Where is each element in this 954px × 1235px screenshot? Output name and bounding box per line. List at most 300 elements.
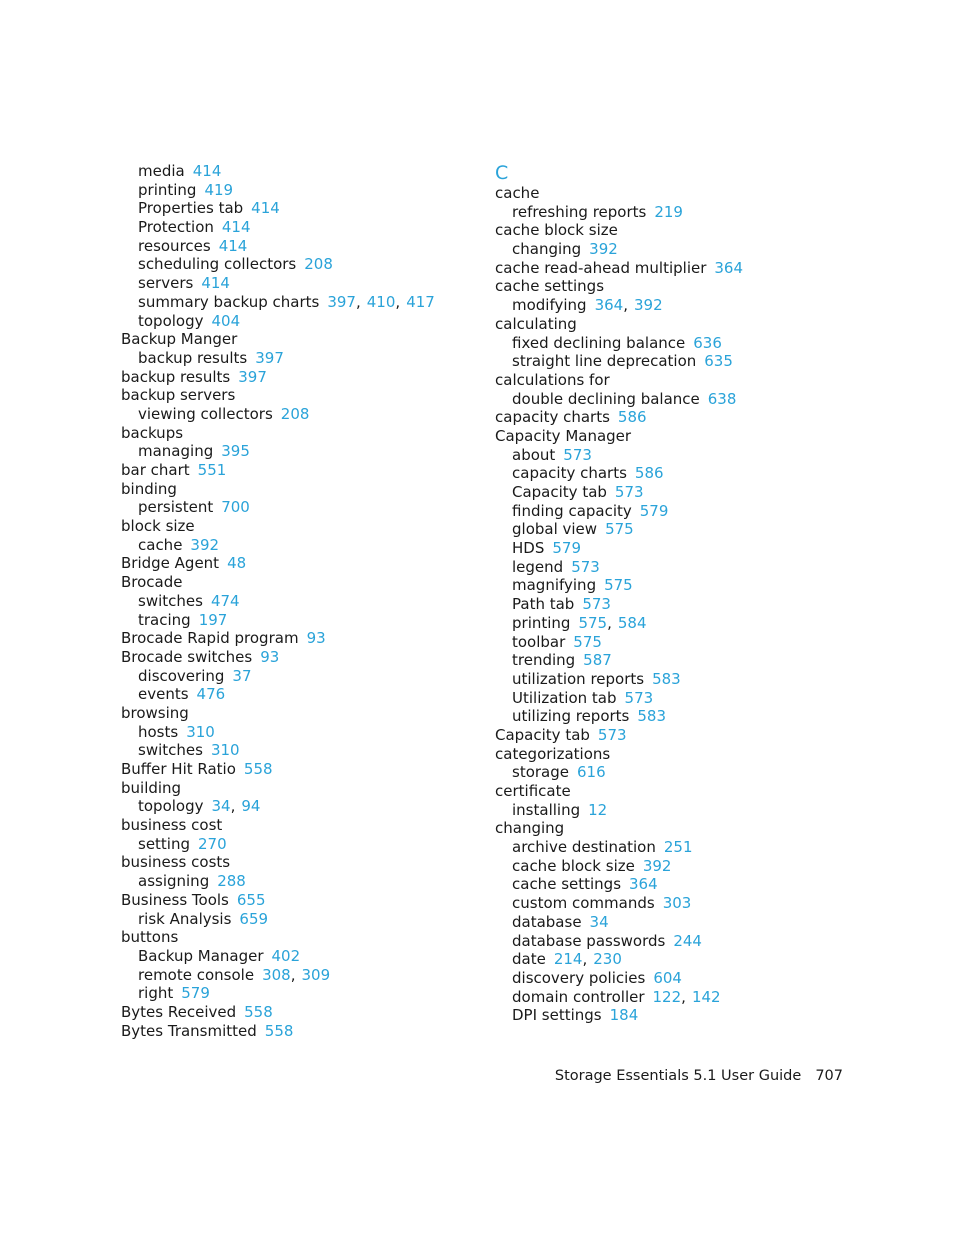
page-link[interactable]: 414 xyxy=(221,218,251,237)
index-term: topology xyxy=(138,797,204,816)
page-link[interactable]: 93 xyxy=(260,647,280,666)
index-subentry xyxy=(495,763,855,782)
index-entry xyxy=(495,184,855,203)
index-term: cache read-ahead multiplier xyxy=(495,258,707,277)
index-term: Backup Manager xyxy=(138,946,264,965)
index-term: capacity charts xyxy=(495,408,610,427)
index-entry xyxy=(121,779,481,798)
page-refs xyxy=(251,199,280,217)
page-refs xyxy=(217,872,246,890)
index-subentry xyxy=(495,483,855,502)
index-entry xyxy=(495,315,855,334)
page-refs xyxy=(212,797,261,815)
index-term: Capacity tab xyxy=(512,483,607,501)
index-term: tracing xyxy=(138,610,191,629)
page-refs xyxy=(653,969,682,987)
page-link[interactable]: 214 xyxy=(553,950,583,969)
index-entry xyxy=(121,928,481,947)
index-term: persistent xyxy=(138,498,214,517)
index-subentry xyxy=(121,293,481,312)
index-subentry xyxy=(495,913,855,932)
page-link[interactable]: 583 xyxy=(652,669,681,688)
index-term: discovering xyxy=(138,666,225,685)
page-refs xyxy=(281,405,310,423)
page-refs xyxy=(652,670,681,688)
index-entry xyxy=(495,819,855,838)
index-term: utilizing reports xyxy=(512,707,630,726)
index-subentry xyxy=(121,592,481,611)
index-term: changing xyxy=(495,819,565,838)
page-refs xyxy=(693,334,722,352)
page-link[interactable]: 655 xyxy=(236,890,266,909)
page-link[interactable]: 184 xyxy=(609,1006,639,1025)
page-link[interactable]: 573 xyxy=(624,688,654,707)
index-subentry xyxy=(121,442,481,461)
page-link[interactable]: 587 xyxy=(583,651,612,670)
index-subentry xyxy=(121,947,481,966)
page-link[interactable]: 48 xyxy=(227,554,247,573)
index-subentry xyxy=(121,984,481,1003)
index-term: remote console xyxy=(138,965,255,984)
page-separator: , xyxy=(395,292,401,311)
page-refs xyxy=(211,741,240,759)
page-link[interactable]: 402 xyxy=(271,946,301,965)
index-term: trending xyxy=(512,651,576,670)
page-refs xyxy=(573,633,602,651)
page-link[interactable]: 230 xyxy=(593,950,622,969)
page-refs xyxy=(654,203,683,221)
page-link[interactable]: 392 xyxy=(589,240,618,259)
index-term: right xyxy=(138,984,174,1003)
page-refs xyxy=(327,293,434,311)
page-refs xyxy=(588,801,607,819)
index-term: events xyxy=(138,685,189,704)
index-entry xyxy=(121,368,481,387)
page-link[interactable]: 616 xyxy=(576,763,606,782)
page-link[interactable]: 575 xyxy=(604,576,633,595)
index-term: about xyxy=(512,445,556,464)
page-link[interactable]: 558 xyxy=(244,1002,273,1021)
index-term: cache settings xyxy=(495,277,605,296)
page-refs xyxy=(239,910,268,928)
index-term: cache block size xyxy=(495,221,618,240)
index-entry xyxy=(121,853,481,872)
page-refs xyxy=(222,218,251,236)
index-term: backup results xyxy=(138,348,248,367)
index-term: archive destination xyxy=(512,838,656,857)
index-term: domain controller xyxy=(512,987,645,1006)
page-link[interactable]: 586 xyxy=(634,464,664,483)
page-refs xyxy=(201,274,230,292)
index-subentry xyxy=(121,255,481,274)
page-link[interactable]: 303 xyxy=(662,894,692,913)
index-entry xyxy=(121,629,481,648)
page-link[interactable]: 392 xyxy=(634,296,663,315)
page-link[interactable]: 219 xyxy=(654,202,683,221)
page-refs xyxy=(643,857,672,875)
index-subentry xyxy=(495,595,855,614)
index-entry xyxy=(495,726,855,745)
page-refs xyxy=(589,240,618,258)
page-link[interactable]: 392 xyxy=(190,535,220,554)
page-link[interactable]: 142 xyxy=(691,987,721,1006)
index-entry xyxy=(121,648,481,667)
page-refs xyxy=(664,838,693,856)
index-subentry xyxy=(121,218,481,237)
page-link[interactable]: 575 xyxy=(605,520,634,539)
page-link[interactable]: 37 xyxy=(232,666,252,685)
page-refs xyxy=(708,390,737,408)
page-link[interactable]: 586 xyxy=(617,408,647,427)
page-refs xyxy=(198,835,227,853)
page-link[interactable]: 551 xyxy=(197,461,227,479)
index-term: Properties tab xyxy=(138,199,244,218)
page-link[interactable]: 414 xyxy=(192,162,222,180)
index-term: backup results xyxy=(121,367,231,386)
index-term: Utilization tab xyxy=(512,688,617,707)
index-term: backup servers xyxy=(121,386,236,405)
page-link[interactable]: 638 xyxy=(707,389,737,408)
index-term: storage xyxy=(512,763,569,782)
page-link[interactable]: 208 xyxy=(280,404,310,423)
page-link[interactable]: 364 xyxy=(714,258,744,277)
page-link[interactable]: 573 xyxy=(614,483,644,501)
index-term: Bridge Agent xyxy=(121,554,220,573)
index-subentry xyxy=(121,835,481,854)
page-link[interactable]: 270 xyxy=(198,834,227,853)
page-refs xyxy=(604,576,633,594)
index-term: capacity charts xyxy=(512,464,627,483)
page-link[interactable]: 414 xyxy=(218,236,248,255)
index-term: categorizations xyxy=(495,744,611,763)
page-refs xyxy=(582,595,611,613)
page-refs xyxy=(304,255,333,273)
page-number: 707 xyxy=(815,1068,843,1084)
index-subentry xyxy=(121,611,481,630)
index-subentry xyxy=(121,312,481,331)
page-link[interactable]: 573 xyxy=(597,725,627,744)
index-term: managing xyxy=(138,442,214,461)
index-subentry xyxy=(495,203,855,222)
page-link[interactable]: 208 xyxy=(304,255,333,274)
index-entry xyxy=(495,408,855,427)
page-refs xyxy=(199,611,228,629)
index-subentry xyxy=(121,498,481,517)
index-subentry xyxy=(495,670,855,689)
page-refs xyxy=(265,1022,294,1040)
page-link[interactable]: 404 xyxy=(211,311,241,330)
index-term: custom commands xyxy=(512,894,655,913)
page-refs xyxy=(244,1003,273,1021)
index-term: Bytes Transmitted xyxy=(121,1021,257,1040)
page-separator: , xyxy=(230,797,236,816)
page-link[interactable]: 700 xyxy=(221,498,250,517)
page-refs xyxy=(640,502,669,520)
index-term: topology xyxy=(138,311,204,330)
index-term: backups xyxy=(121,423,184,442)
index-term: business costs xyxy=(121,853,231,872)
page-link[interactable]: 251 xyxy=(663,838,693,857)
index-term: building xyxy=(121,778,182,797)
page-refs xyxy=(204,181,233,199)
index-subentry xyxy=(495,988,855,1007)
index-entry xyxy=(121,424,481,443)
page-link[interactable]: 12 xyxy=(588,800,608,819)
index-subentry xyxy=(495,894,855,913)
index-entry xyxy=(121,386,481,405)
page-refs xyxy=(244,760,273,778)
index-subentry xyxy=(121,685,481,704)
page-link[interactable]: 309 xyxy=(301,965,331,984)
index-term: Brocade Rapid program xyxy=(121,629,299,648)
page-link[interactable]: 635 xyxy=(704,352,733,371)
index-term: refreshing reports xyxy=(512,202,647,221)
page-link[interactable]: 604 xyxy=(653,968,682,987)
page-refs xyxy=(714,259,743,277)
index-term: printing xyxy=(512,613,571,632)
index-subentry xyxy=(495,334,855,353)
page-refs xyxy=(260,648,279,666)
index-term: servers xyxy=(138,274,194,293)
page-link[interactable]: 244 xyxy=(673,931,702,950)
page-refs xyxy=(615,483,644,501)
page-link[interactable]: 392 xyxy=(642,856,672,875)
page-refs xyxy=(663,894,692,912)
page-link[interactable]: 93 xyxy=(306,629,326,648)
page-link[interactable]: 34 xyxy=(211,797,231,816)
page-link[interactable]: 34 xyxy=(589,912,609,931)
page-refs xyxy=(571,558,600,576)
page-refs xyxy=(673,932,702,950)
index-entry xyxy=(121,480,481,499)
page-link[interactable]: 558 xyxy=(264,1021,294,1040)
page-link[interactable]: 94 xyxy=(241,797,261,816)
index-entry xyxy=(121,816,481,835)
index-subentry xyxy=(495,950,855,969)
index-subentry xyxy=(495,539,855,558)
page-link[interactable]: 364 xyxy=(594,296,624,315)
index-entry xyxy=(121,517,481,536)
index-column-left xyxy=(121,162,481,1040)
page-link[interactable]: 417 xyxy=(406,292,435,311)
page-link[interactable]: 310 xyxy=(186,722,215,741)
page-link[interactable]: 364 xyxy=(629,875,658,894)
index-entry xyxy=(495,745,855,764)
index-term: business cost xyxy=(121,816,223,835)
index-term: cache settings xyxy=(512,875,622,894)
page-link[interactable]: 310 xyxy=(210,741,240,760)
index-term: Bytes Received xyxy=(121,1002,237,1021)
page-link[interactable]: 474 xyxy=(210,591,240,610)
page-refs xyxy=(578,614,646,632)
index-term: global view xyxy=(512,520,598,539)
index-term: legend xyxy=(512,557,564,576)
index-subentry xyxy=(121,723,481,742)
index-subentry xyxy=(495,446,855,465)
index-column-right xyxy=(495,162,855,1025)
page-refs xyxy=(590,913,609,931)
page-refs xyxy=(629,875,658,893)
index-entry xyxy=(495,427,855,446)
index-term: Capacity Manager xyxy=(495,426,632,445)
index-term: setting xyxy=(138,834,191,853)
index-subentry xyxy=(495,801,855,820)
index-term: Business Tools xyxy=(121,890,229,909)
index-subentry xyxy=(121,199,481,218)
index-entry xyxy=(121,330,481,349)
page-link[interactable]: 636 xyxy=(693,333,722,352)
index-term: date xyxy=(512,950,546,969)
page-separator: , xyxy=(607,613,612,632)
index-term: DPI settings xyxy=(512,1006,602,1025)
page-link[interactable]: 288 xyxy=(217,872,246,891)
index-term: straight line deprecation xyxy=(512,352,697,371)
index-term: switches xyxy=(138,741,203,760)
page-refs xyxy=(197,685,226,703)
index-entry xyxy=(495,782,855,801)
index-entry xyxy=(121,461,481,480)
page-separator: , xyxy=(290,965,296,984)
index-term: double declining balance xyxy=(512,389,700,408)
index-subentry xyxy=(495,558,855,577)
index-term: Path tab xyxy=(512,595,575,614)
page-refs xyxy=(610,1006,639,1024)
page-separator: , xyxy=(355,292,361,311)
page-refs xyxy=(625,689,654,707)
index-term: database xyxy=(512,912,582,931)
page-refs xyxy=(190,536,219,554)
page-footer xyxy=(555,1066,843,1086)
index-term: cache xyxy=(495,184,540,202)
page-link[interactable]: 579 xyxy=(639,501,669,520)
page-link[interactable]: 575 xyxy=(578,613,608,632)
index-letter-heading: C xyxy=(495,162,509,184)
index-entry xyxy=(121,704,481,723)
page-link[interactable]: 395 xyxy=(221,442,250,461)
index-term: certificate xyxy=(495,782,571,800)
index-entries xyxy=(495,184,855,1025)
page-refs xyxy=(181,984,210,1002)
index-subentry xyxy=(495,502,855,521)
index-term: binding xyxy=(121,479,177,498)
index-subentry xyxy=(121,274,481,293)
index-term: discovery policies xyxy=(512,968,646,987)
page-refs xyxy=(198,461,227,479)
index-entry xyxy=(121,891,481,910)
page-link[interactable]: 410 xyxy=(366,292,396,311)
page-link[interactable]: 579 xyxy=(181,984,210,1003)
page-refs xyxy=(186,723,215,741)
index-term: Protection xyxy=(138,218,214,237)
index-term: media xyxy=(138,162,185,180)
index-subentry xyxy=(121,162,481,181)
page-link[interactable]: 659 xyxy=(239,909,269,928)
index-term: calculations for xyxy=(495,370,610,389)
index-term: risk Analysis xyxy=(138,909,232,928)
page-refs xyxy=(635,464,664,482)
index-term: Brocade switches xyxy=(121,647,253,666)
page-refs xyxy=(577,763,606,781)
index-subentry xyxy=(495,390,855,409)
page-refs xyxy=(653,988,721,1006)
index-entry xyxy=(121,760,481,779)
index-subentry xyxy=(495,651,855,670)
page-refs xyxy=(237,891,266,909)
page-link[interactable]: 558 xyxy=(243,760,273,778)
page-refs xyxy=(605,520,634,538)
page-refs xyxy=(307,629,326,647)
index-term: printing xyxy=(138,180,197,199)
page-link[interactable]: 414 xyxy=(251,199,280,218)
page-refs xyxy=(227,554,246,572)
page-refs xyxy=(618,408,647,426)
index-subentry xyxy=(495,689,855,708)
index-subentry xyxy=(495,576,855,595)
page-link[interactable]: 575 xyxy=(573,632,602,651)
page-refs xyxy=(598,726,627,744)
index-term: browsing xyxy=(121,703,189,722)
index-term: toolbar xyxy=(512,632,566,651)
page-refs xyxy=(563,446,592,464)
page-link[interactable]: 476 xyxy=(196,685,226,704)
index-term: installing xyxy=(512,800,581,819)
index-subentry xyxy=(121,910,481,929)
page-link[interactable]: 579 xyxy=(552,539,581,558)
index-subentry xyxy=(121,797,481,816)
index-subentry xyxy=(495,857,855,876)
index-subentry xyxy=(495,633,855,652)
page-link[interactable]: 573 xyxy=(563,445,592,464)
page-link[interactable]: 308 xyxy=(262,965,291,984)
page-link[interactable]: 583 xyxy=(637,707,666,726)
index-subentry xyxy=(495,932,855,951)
page-refs xyxy=(595,296,663,314)
index-entry xyxy=(121,573,481,592)
index-term: Capacity tab xyxy=(495,725,590,744)
page-refs xyxy=(554,950,622,968)
index-subentry xyxy=(495,1006,855,1025)
index-term: buttons xyxy=(121,928,179,947)
page-link[interactable]: 573 xyxy=(582,595,611,614)
page-link[interactable]: 397 xyxy=(255,348,284,367)
index-entry xyxy=(121,1003,481,1022)
page-link[interactable]: 584 xyxy=(617,613,647,632)
page-refs xyxy=(272,947,301,965)
index-term: resources xyxy=(138,236,211,255)
page-link[interactable]: 397 xyxy=(238,367,267,386)
page-separator: , xyxy=(681,987,686,1006)
page-link[interactable]: 414 xyxy=(201,274,230,293)
page-link[interactable]: 573 xyxy=(571,557,600,576)
index-term: cache xyxy=(138,535,183,554)
index-subentry xyxy=(121,741,481,760)
index-subentry xyxy=(495,296,855,315)
page-link[interactable]: 419 xyxy=(204,180,234,199)
index-term: switches xyxy=(138,591,203,610)
page-link[interactable]: 197 xyxy=(198,610,228,629)
page-refs xyxy=(221,442,250,460)
index-term: Brocade xyxy=(121,573,183,592)
index-subentry xyxy=(495,240,855,259)
index-entry xyxy=(495,259,855,278)
index-term: magnifying xyxy=(512,576,597,595)
page-link[interactable]: 397 xyxy=(327,292,356,311)
page-link[interactable]: 122 xyxy=(652,987,682,1006)
page-refs xyxy=(238,368,267,386)
page-refs xyxy=(704,352,733,370)
page-refs xyxy=(637,707,666,725)
index-term: summary backup charts xyxy=(138,292,320,311)
